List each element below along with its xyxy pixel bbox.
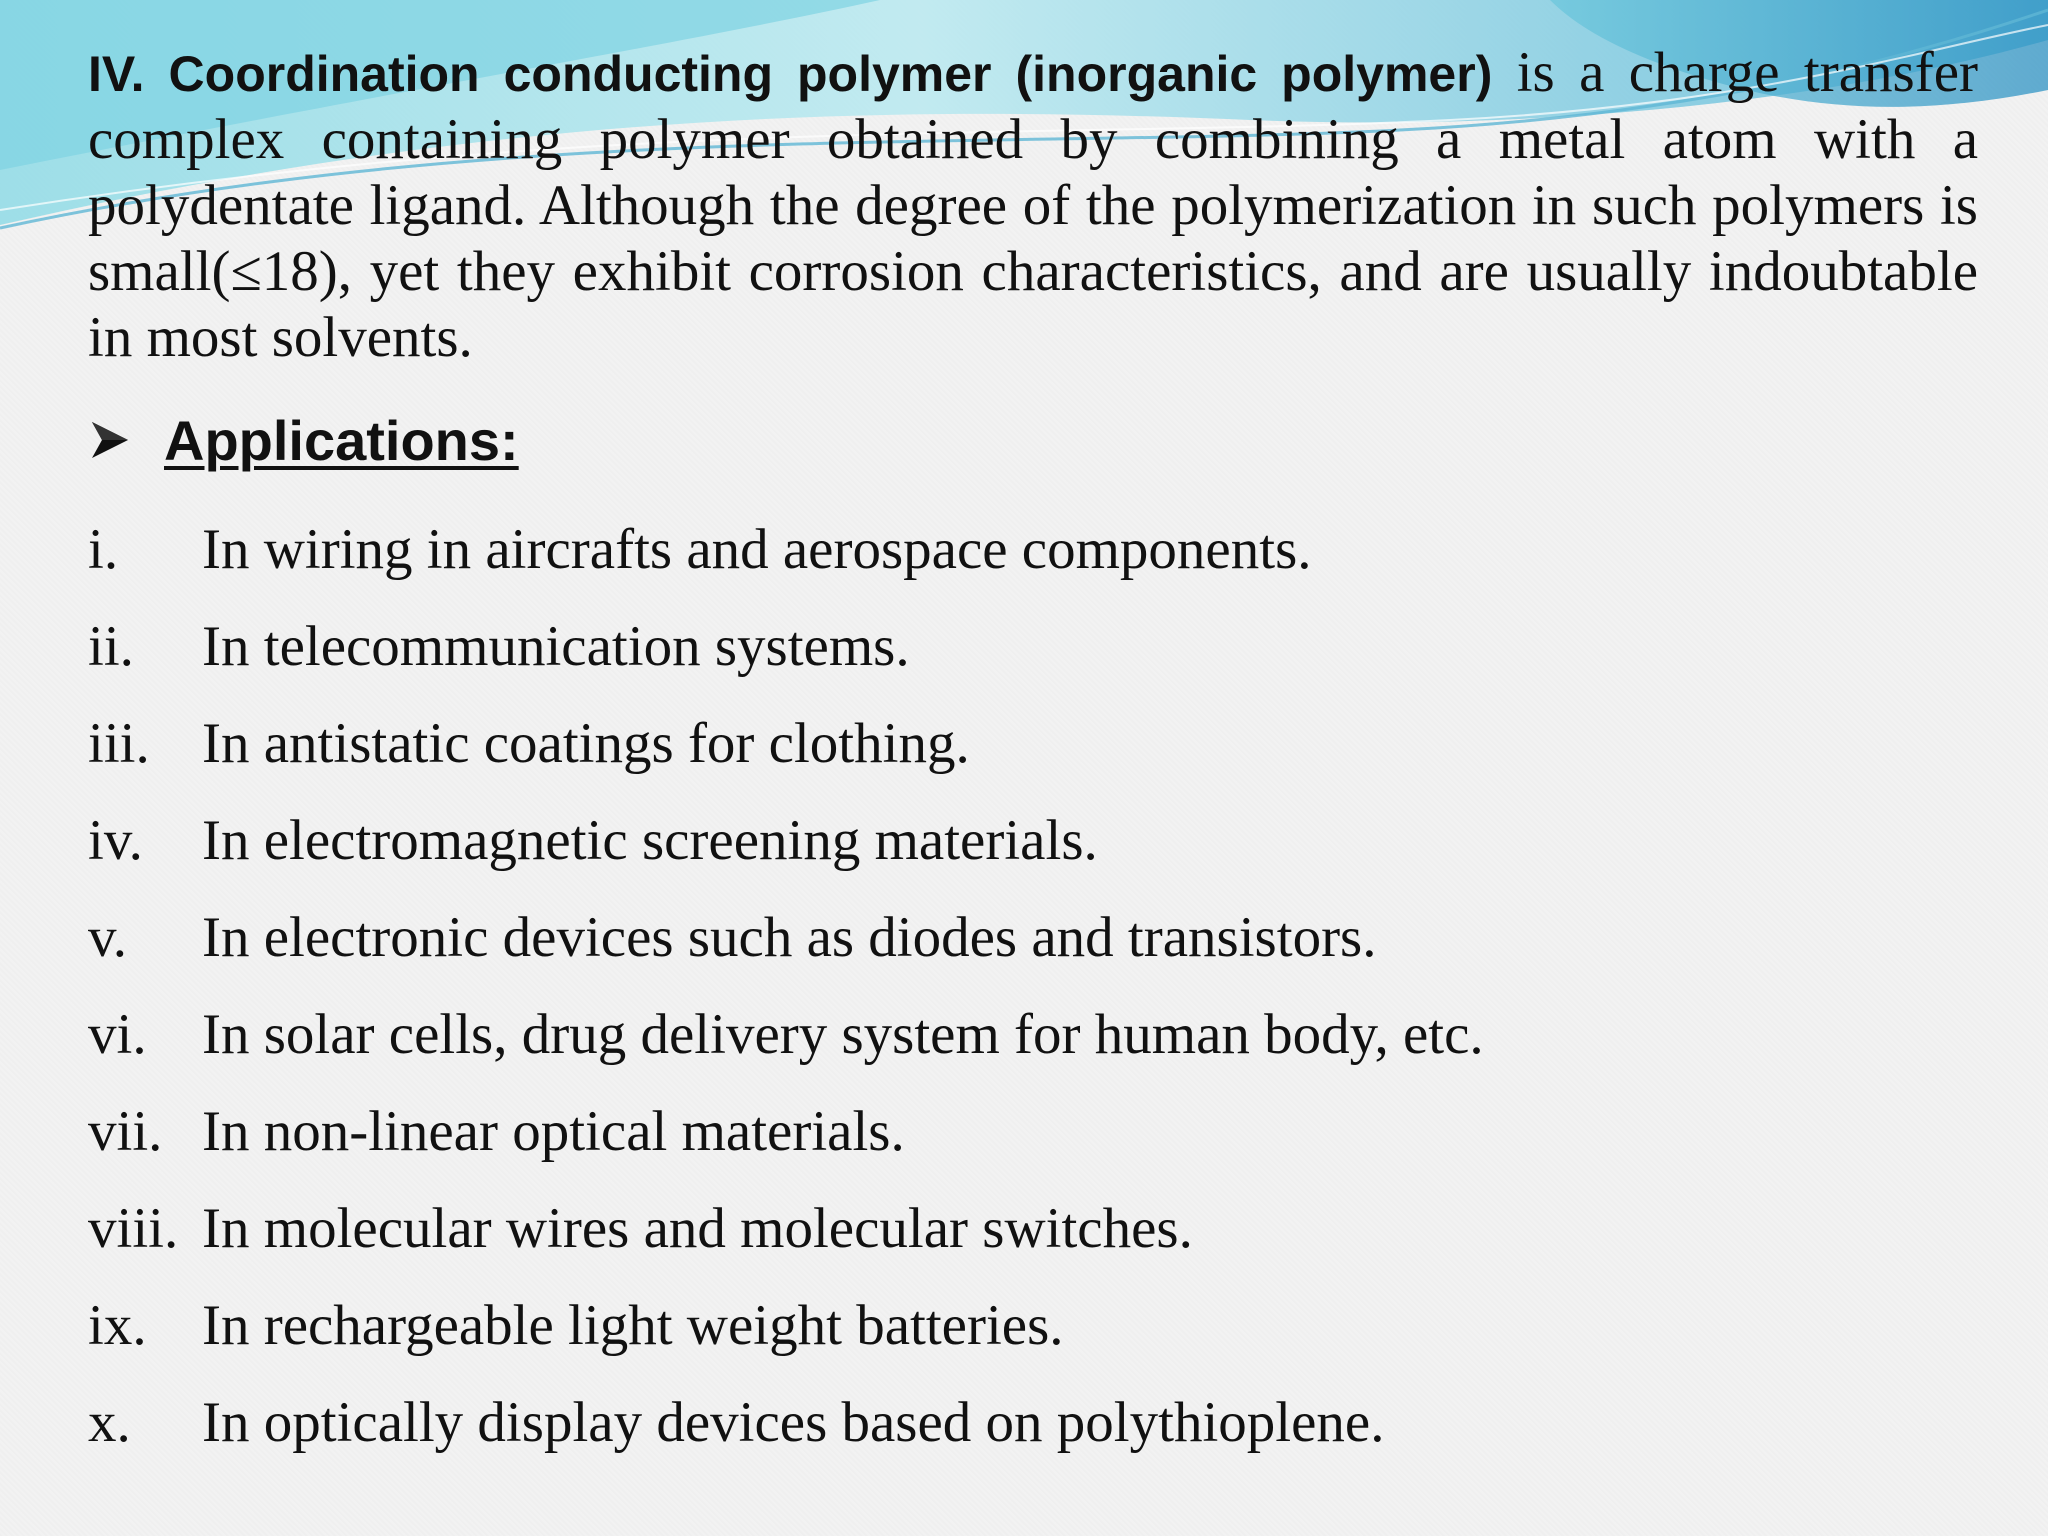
applications-title: Applications:: [164, 408, 519, 472]
application-text: In telecommunication systems.: [202, 615, 910, 678]
application-item: [88, 598, 1978, 695]
application-item: [88, 501, 1978, 598]
application-numeral: viii.: [88, 1197, 179, 1260]
application-numeral: v.: [88, 906, 128, 969]
intro-paragraph: [88, 40, 1978, 371]
application-item: [88, 1180, 1978, 1277]
slide-content: [88, 40, 1978, 1471]
application-item: [88, 695, 1978, 792]
application-numeral: ii.: [88, 615, 134, 678]
application-item: [88, 1083, 1978, 1180]
application-item: [88, 889, 1978, 986]
application-numeral: ix.: [88, 1294, 147, 1357]
application-numeral: i.: [88, 518, 119, 581]
arrow-bullet-icon: [88, 418, 132, 462]
application-item: [88, 792, 1978, 889]
application-numeral: x.: [88, 1391, 131, 1454]
intro-heading: IV. Coordination conducting polymer (inorganic polymer): [88, 46, 1493, 102]
application-text: In optically display devices based on polythioplene.: [202, 1391, 1385, 1454]
application-text: In non-linear optical materials.: [202, 1100, 905, 1163]
application-item: [88, 1374, 1978, 1471]
application-numeral: iv.: [88, 809, 143, 872]
applications-heading: [88, 405, 1978, 475]
application-text: In rechargeable light weight batteries.: [202, 1294, 1064, 1357]
application-item: [88, 1277, 1978, 1374]
intro-body: is a charge transfer complex containing polymer obtained by combining a metal atom with a polydentate ligand. Although the degree of the polymerization in such polymers is small(≤18), yet they exhibit corrosion characteristics, and are usually indoubtable in most solvents.: [88, 41, 1978, 369]
applications-list: [88, 501, 1978, 1471]
application-text: In solar cells, drug delivery system for human body, etc.: [202, 1003, 1484, 1066]
application-text: In antistatic coatings for clothing.: [202, 712, 970, 775]
application-text: In wiring in aircrafts and aerospace components.: [202, 518, 1312, 581]
application-item: [88, 986, 1978, 1083]
application-text: In molecular wires and molecular switches.: [202, 1197, 1193, 1260]
application-numeral: vii.: [88, 1100, 163, 1163]
application-numeral: vi.: [88, 1003, 147, 1066]
application-text: In electromagnetic screening materials.: [202, 809, 1098, 872]
application-text: In electronic devices such as diodes and transistors.: [202, 906, 1377, 969]
application-numeral: iii.: [88, 712, 150, 775]
